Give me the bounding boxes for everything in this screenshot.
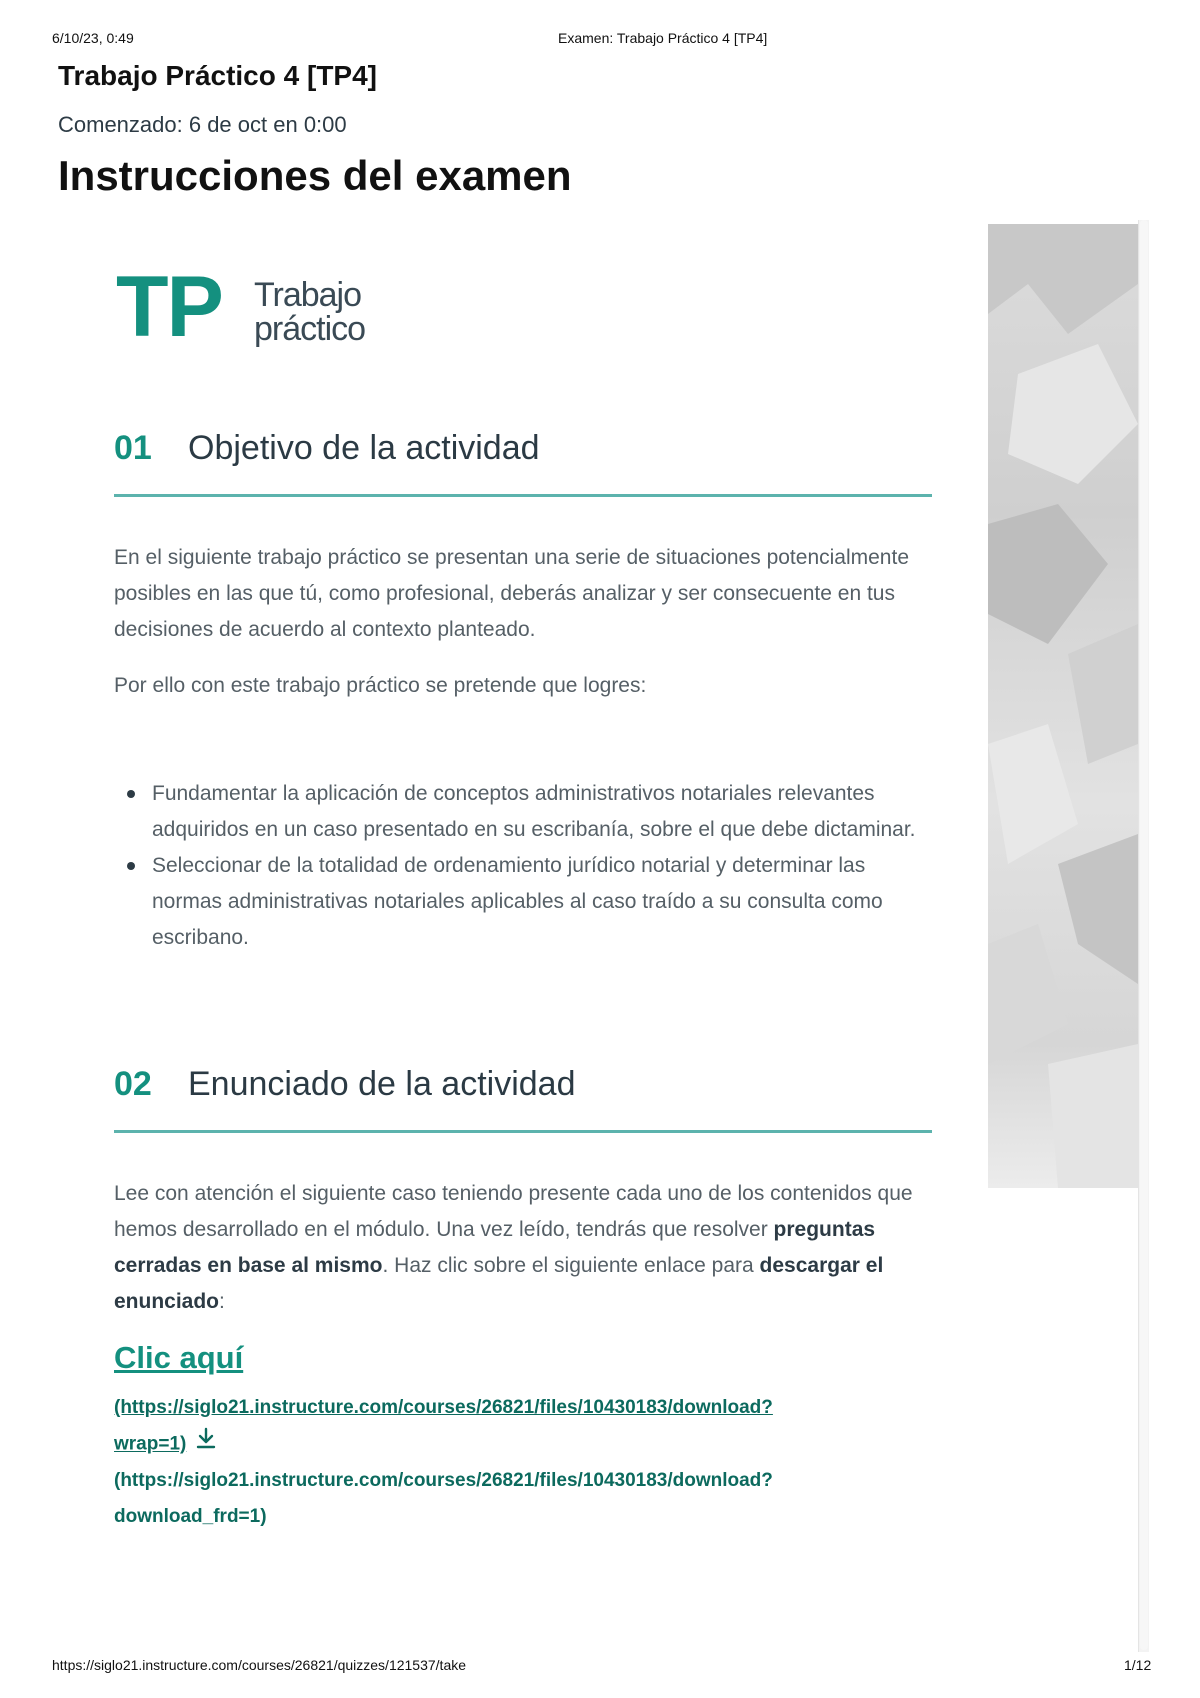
objetivos-list <box>114 776 934 956</box>
objetivo-intro: Por ello con este trabajo práctico se pretende que logres: <box>114 674 647 697</box>
preview-link-url-end[interactable]: wrap=1) <box>114 1433 187 1455</box>
enunciado-text: : <box>219 1290 225 1313</box>
section-number: 01 <box>114 429 152 467</box>
tp-logo-line1: Trabajo <box>254 276 362 314</box>
section-divider <box>114 1130 932 1133</box>
enunciado-text: Lee con atención el siguiente caso teniendo presente cada uno de los contenidos que hemos desarrollado en el módulo. Una vez leído, tendrás que resolver <box>114 1182 913 1241</box>
tp-logo-mark: TP <box>116 259 222 355</box>
print-page-number: 1/12 <box>1124 1657 1152 1673</box>
objetivo-paragraph: En el siguiente trabajo práctico se presentan una serie de situaciones potencialmente posibles en las que tú, como profesional, deberás analizar y ser consecuente en tus decisiones de acuerdo al contexto planteado. <box>114 546 909 641</box>
section-heading <box>114 1060 932 1108</box>
download-link-url[interactable]: (https://siglo21.instructure.com/courses/26821/files/10430183/download? <box>114 1470 773 1491</box>
print-page-title: Examen: Trabajo Práctico 4 [TP4] <box>558 30 768 46</box>
list-item: Seleccionar de la totalidad de ordenamiento jurídico notarial y determinar las normas administrativas notariales aplicables al caso traído a su consulta como escribano. <box>114 848 934 956</box>
started-timestamp: Comenzado: 6 de oct en 0:00 <box>58 112 347 137</box>
section-heading <box>114 424 932 472</box>
enunciado-bold-2: descargar el enunciado <box>114 1254 884 1313</box>
download-icon[interactable] <box>194 1426 218 1463</box>
tp-logo-line2: práctico <box>254 310 366 348</box>
section-enunciado <box>114 1060 932 1133</box>
quiz-title: Trabajo Práctico 4 [TP4] <box>58 60 377 91</box>
enunciado-bold-1: preguntas cerradas en base al mismo <box>114 1218 876 1277</box>
section-objetivo <box>114 424 932 497</box>
section-number: 02 <box>114 1065 152 1103</box>
instructions-heading: Instrucciones del examen <box>58 152 572 199</box>
section-title: Enunciado de la actividad <box>188 1065 576 1103</box>
list-item: Fundamentar la aplicación de conceptos administrativos notariales relevantes adquiridos en un caso presentado en su escribanía, sobre el que debe dictaminar. <box>114 776 934 848</box>
scrollbar-thumb[interactable] <box>1140 220 1148 1650</box>
preview-link-url[interactable]: (https://siglo21.instructure.com/courses/26821/files/10430183/download? <box>114 1397 773 1418</box>
download-links <box>114 1390 934 1535</box>
tp-logo <box>116 259 416 362</box>
decorative-side-image <box>988 224 1138 1188</box>
scrollbar[interactable] <box>1138 220 1149 1652</box>
section-divider <box>114 494 932 497</box>
enunciado-paragraph <box>114 1176 934 1320</box>
print-url: https://siglo21.instructure.com/courses/26821/quizzes/121537/take <box>52 1657 467 1673</box>
section-title: Objetivo de la actividad <box>188 429 540 467</box>
enunciado-text: . Haz clic sobre el siguiente enlace para <box>382 1254 760 1277</box>
clic-aqui-link[interactable]: Clic aquí <box>114 1340 244 1375</box>
print-date: 6/10/23, 0:49 <box>52 30 134 46</box>
download-link-url-end[interactable]: download_frd=1) <box>114 1506 267 1527</box>
